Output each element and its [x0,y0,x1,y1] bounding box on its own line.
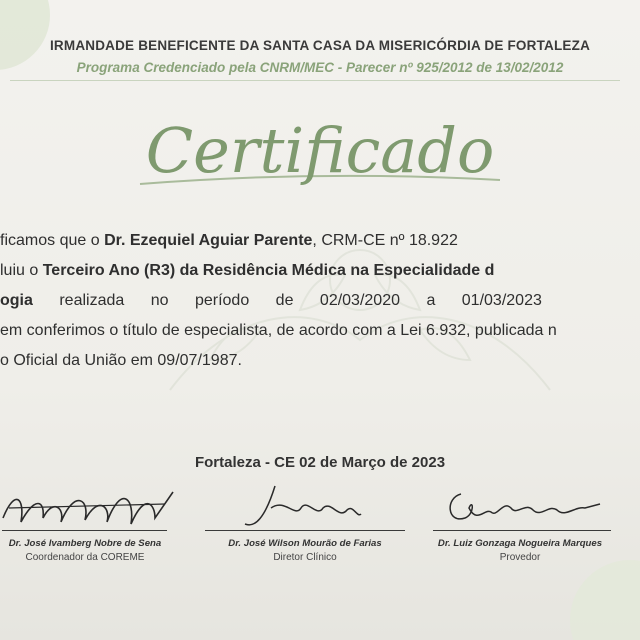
body-text-fragment: luiu o [0,262,43,279]
body-line-1 [0,226,458,256]
signature-line [433,530,611,531]
body-text-fragment: ficamos que o [0,232,105,249]
institution-name: IRMANDADE BENEFICENTE DA SANTA CASA DA MISERICÓRDIA DE FORTALEZA [49,38,591,53]
body-line-5 [0,346,242,376]
body-line-3 [0,286,542,316]
signatory-role: Coordenador da COREME [25,552,145,563]
handwritten-signature-icon [425,478,615,538]
signature-line [205,530,405,531]
body-text-fragment: , CRM-CE nº 18.922 [312,232,458,249]
signature-block-coordinator [0,478,170,578]
body-text-fragment: o Oficial da União em 09/07/1987. [0,352,242,369]
handwritten-signature-icon [205,478,405,538]
certificate-title [130,92,510,212]
signatory-role: Diretor Clínico [273,552,337,563]
signatory-name: Dr. José Ivamberg Nobre de Sena [8,538,162,549]
place-and-date: Fortaleza - CE 02 de Março de 2023 [194,454,446,471]
signatory-name: Dr. José Wilson Mourão de Farias [228,538,382,549]
period-text: realizada no período de 02/03/2020 a 01/03/2023 [59,292,542,309]
signatory-role: Provedor [499,552,541,563]
recipient-name: Dr. Ezequiel Aguiar Parente [104,232,313,249]
body-line-2 [0,256,494,286]
signatory-name: Dr. Luiz Gonzaga Nogueira Marques [437,538,603,549]
handwritten-signature-icon [0,478,185,538]
signature-block-provider [425,478,615,578]
signature-block-clinical-director [205,478,405,578]
residency-program: Terceiro Ano (R3) da Residência Médica na Especialidade d [42,262,495,279]
body-line-4 [0,316,557,346]
signature-line [2,530,167,531]
title-text: Certificado [145,114,495,187]
program-accreditation: Programa Credenciado pela CNRM/MEC - Parecer nº 925/2012 de 13/02/2012 [76,60,564,75]
specialty-fragment: ogia [0,292,33,309]
body-text-fragment: em conferimos o título de especialista, de acordo com a Lei 6.932, publicada n [0,322,557,339]
header-divider [10,80,620,81]
